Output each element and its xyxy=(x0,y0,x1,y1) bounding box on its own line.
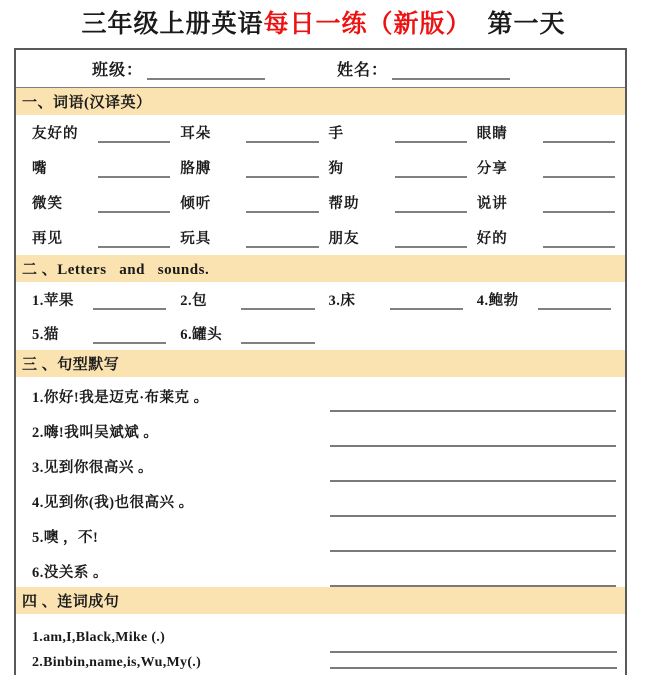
sentence-answer-line[interactable] xyxy=(330,396,616,412)
vocab-word: 说讲 xyxy=(476,196,508,212)
vocab-cell xyxy=(180,157,328,178)
makesentence-answer-line[interactable] xyxy=(330,653,617,669)
letters-cell xyxy=(32,323,180,344)
letters-cell xyxy=(32,289,180,310)
title-highlight: 每日一练（新版） xyxy=(263,11,472,38)
worksheet-table xyxy=(14,48,627,675)
sentence-answer-line[interactable] xyxy=(330,431,616,447)
sentence-prompt: 1.你好!我是迈克·布莱克 。 xyxy=(32,390,209,406)
vocab-answer-line[interactable] xyxy=(246,232,318,248)
vocab-answer-line[interactable] xyxy=(543,127,615,143)
vocab-cell xyxy=(477,157,625,178)
vocab-word: 友好的 xyxy=(32,126,79,142)
vocab-word: 倾听 xyxy=(180,196,212,212)
title-prefix: 三年级上册英语 xyxy=(81,11,264,38)
vocab-cell xyxy=(477,192,625,213)
vocab-answer-line[interactable] xyxy=(543,232,615,248)
letters-row xyxy=(16,316,625,350)
section-heading-4: 四 、连词成句 xyxy=(16,587,625,614)
vocab-answer-line[interactable] xyxy=(395,162,467,178)
vocab-answer-line[interactable] xyxy=(246,197,318,213)
name-label: 姓名： xyxy=(337,62,389,79)
vocab-cell xyxy=(180,122,328,143)
vocab-cell xyxy=(180,192,328,213)
vocab-row xyxy=(16,150,625,185)
vocab-answer-line[interactable] xyxy=(246,127,318,143)
sentence-prompt: 4.见到你(我)也很高兴 。 xyxy=(32,495,194,511)
makesentence-prompt: 1.am,I,Black,Mike (.) xyxy=(32,630,166,645)
vocab-word: 再见 xyxy=(32,231,63,247)
section-heading-1: 一、词语(汉译英） xyxy=(16,88,625,115)
title-suffix: 第一天 xyxy=(487,11,566,38)
vocab-word: 好的 xyxy=(476,231,508,247)
makesentence-prompt: 2.Binbin,name,is,Wu,My(.) xyxy=(32,655,202,670)
class-field xyxy=(92,57,265,80)
vocab-word: 朋友 xyxy=(328,231,360,247)
sentence-prompt: 3.见到你很高兴 。 xyxy=(32,460,153,476)
sentence-row xyxy=(16,447,625,482)
vocab-row xyxy=(16,115,625,150)
letters-word: 3.床 xyxy=(328,292,356,309)
sentence-row xyxy=(16,412,625,447)
letters-word: 4.鲍勃 xyxy=(476,292,519,309)
vocab-word: 微笑 xyxy=(32,196,63,212)
letters-answer-line[interactable] xyxy=(93,295,166,310)
sentence-answer-line[interactable] xyxy=(330,571,616,587)
letters-answer-line[interactable] xyxy=(241,329,314,344)
vocab-cell xyxy=(32,122,180,143)
sentence-answer-line[interactable] xyxy=(330,501,616,517)
vocab-answer-line[interactable] xyxy=(246,162,318,178)
sentence-row xyxy=(16,517,625,552)
vocab-answer-line[interactable] xyxy=(543,197,615,213)
letters-answer-line[interactable] xyxy=(93,329,166,344)
identity-row xyxy=(16,50,625,88)
makesentence-row xyxy=(16,614,625,653)
letters-word: 6.罐头 xyxy=(180,326,223,343)
sentence-prompt: 2.嗨!我叫吴斌斌 。 xyxy=(32,425,159,441)
vocab-answer-line[interactable] xyxy=(98,232,170,248)
name-input-line[interactable] xyxy=(392,63,510,80)
vocab-cell xyxy=(329,157,477,178)
vocab-word: 胳膊 xyxy=(180,161,212,177)
vocab-cell xyxy=(477,227,625,248)
vocab-answer-line[interactable] xyxy=(543,162,615,178)
vocab-cell xyxy=(329,192,477,213)
sentence-row xyxy=(16,482,625,517)
vocab-answer-line[interactable] xyxy=(98,127,170,143)
vocab-word: 玩具 xyxy=(180,231,212,247)
makesentence-answer-line[interactable] xyxy=(330,637,617,653)
class-input-line[interactable] xyxy=(147,63,265,80)
sentence-row xyxy=(16,552,625,587)
letters-word: 2.包 xyxy=(180,292,208,309)
section-heading-2: 二 、Letters and sounds. xyxy=(16,255,625,282)
vocab-word: 帮助 xyxy=(328,196,360,212)
vocab-answer-line[interactable] xyxy=(395,232,467,248)
vocab-row xyxy=(16,220,625,255)
letters-cell xyxy=(180,289,328,310)
sentence-prompt: 5.噢 ，不! xyxy=(32,530,99,546)
vocab-word: 分享 xyxy=(476,161,508,177)
vocab-word: 手 xyxy=(328,126,344,142)
sentence-prompt: 6.没关系 。 xyxy=(32,565,108,581)
letters-cell xyxy=(180,323,328,344)
vocab-answer-line[interactable] xyxy=(395,127,467,143)
sentence-row xyxy=(16,377,625,412)
vocab-answer-line[interactable] xyxy=(98,197,170,213)
letters-cell xyxy=(477,289,625,310)
vocab-cell xyxy=(32,192,180,213)
vocab-cell xyxy=(477,122,625,143)
vocab-cell xyxy=(32,157,180,178)
vocab-cell xyxy=(329,122,477,143)
vocab-word: 嘴 xyxy=(32,161,48,177)
letters-answer-line[interactable] xyxy=(390,295,463,310)
vocab-cell xyxy=(329,227,477,248)
sentence-answer-line[interactable] xyxy=(330,466,616,482)
section-heading-3: 三 、句型默写 xyxy=(16,350,625,377)
sentence-answer-line[interactable] xyxy=(330,536,616,552)
page-title xyxy=(0,0,647,46)
class-label: 班级： xyxy=(92,62,144,79)
letters-word: 5.猫 xyxy=(32,326,59,343)
vocab-answer-line[interactable] xyxy=(395,197,467,213)
vocab-word: 狗 xyxy=(328,161,344,177)
letters-word: 1.苹果 xyxy=(32,292,74,309)
letters-cell xyxy=(329,289,477,310)
vocab-answer-line[interactable] xyxy=(98,162,170,178)
vocab-word: 眼睛 xyxy=(476,126,508,142)
letters-answer-line[interactable] xyxy=(538,295,611,310)
name-field xyxy=(337,57,510,80)
vocab-cell xyxy=(32,227,180,248)
vocab-row xyxy=(16,185,625,220)
vocab-word: 耳朵 xyxy=(180,126,212,142)
makesentence-row xyxy=(16,653,625,675)
letters-answer-line[interactable] xyxy=(241,295,314,310)
vocab-cell xyxy=(180,227,328,248)
letters-row xyxy=(16,282,625,316)
